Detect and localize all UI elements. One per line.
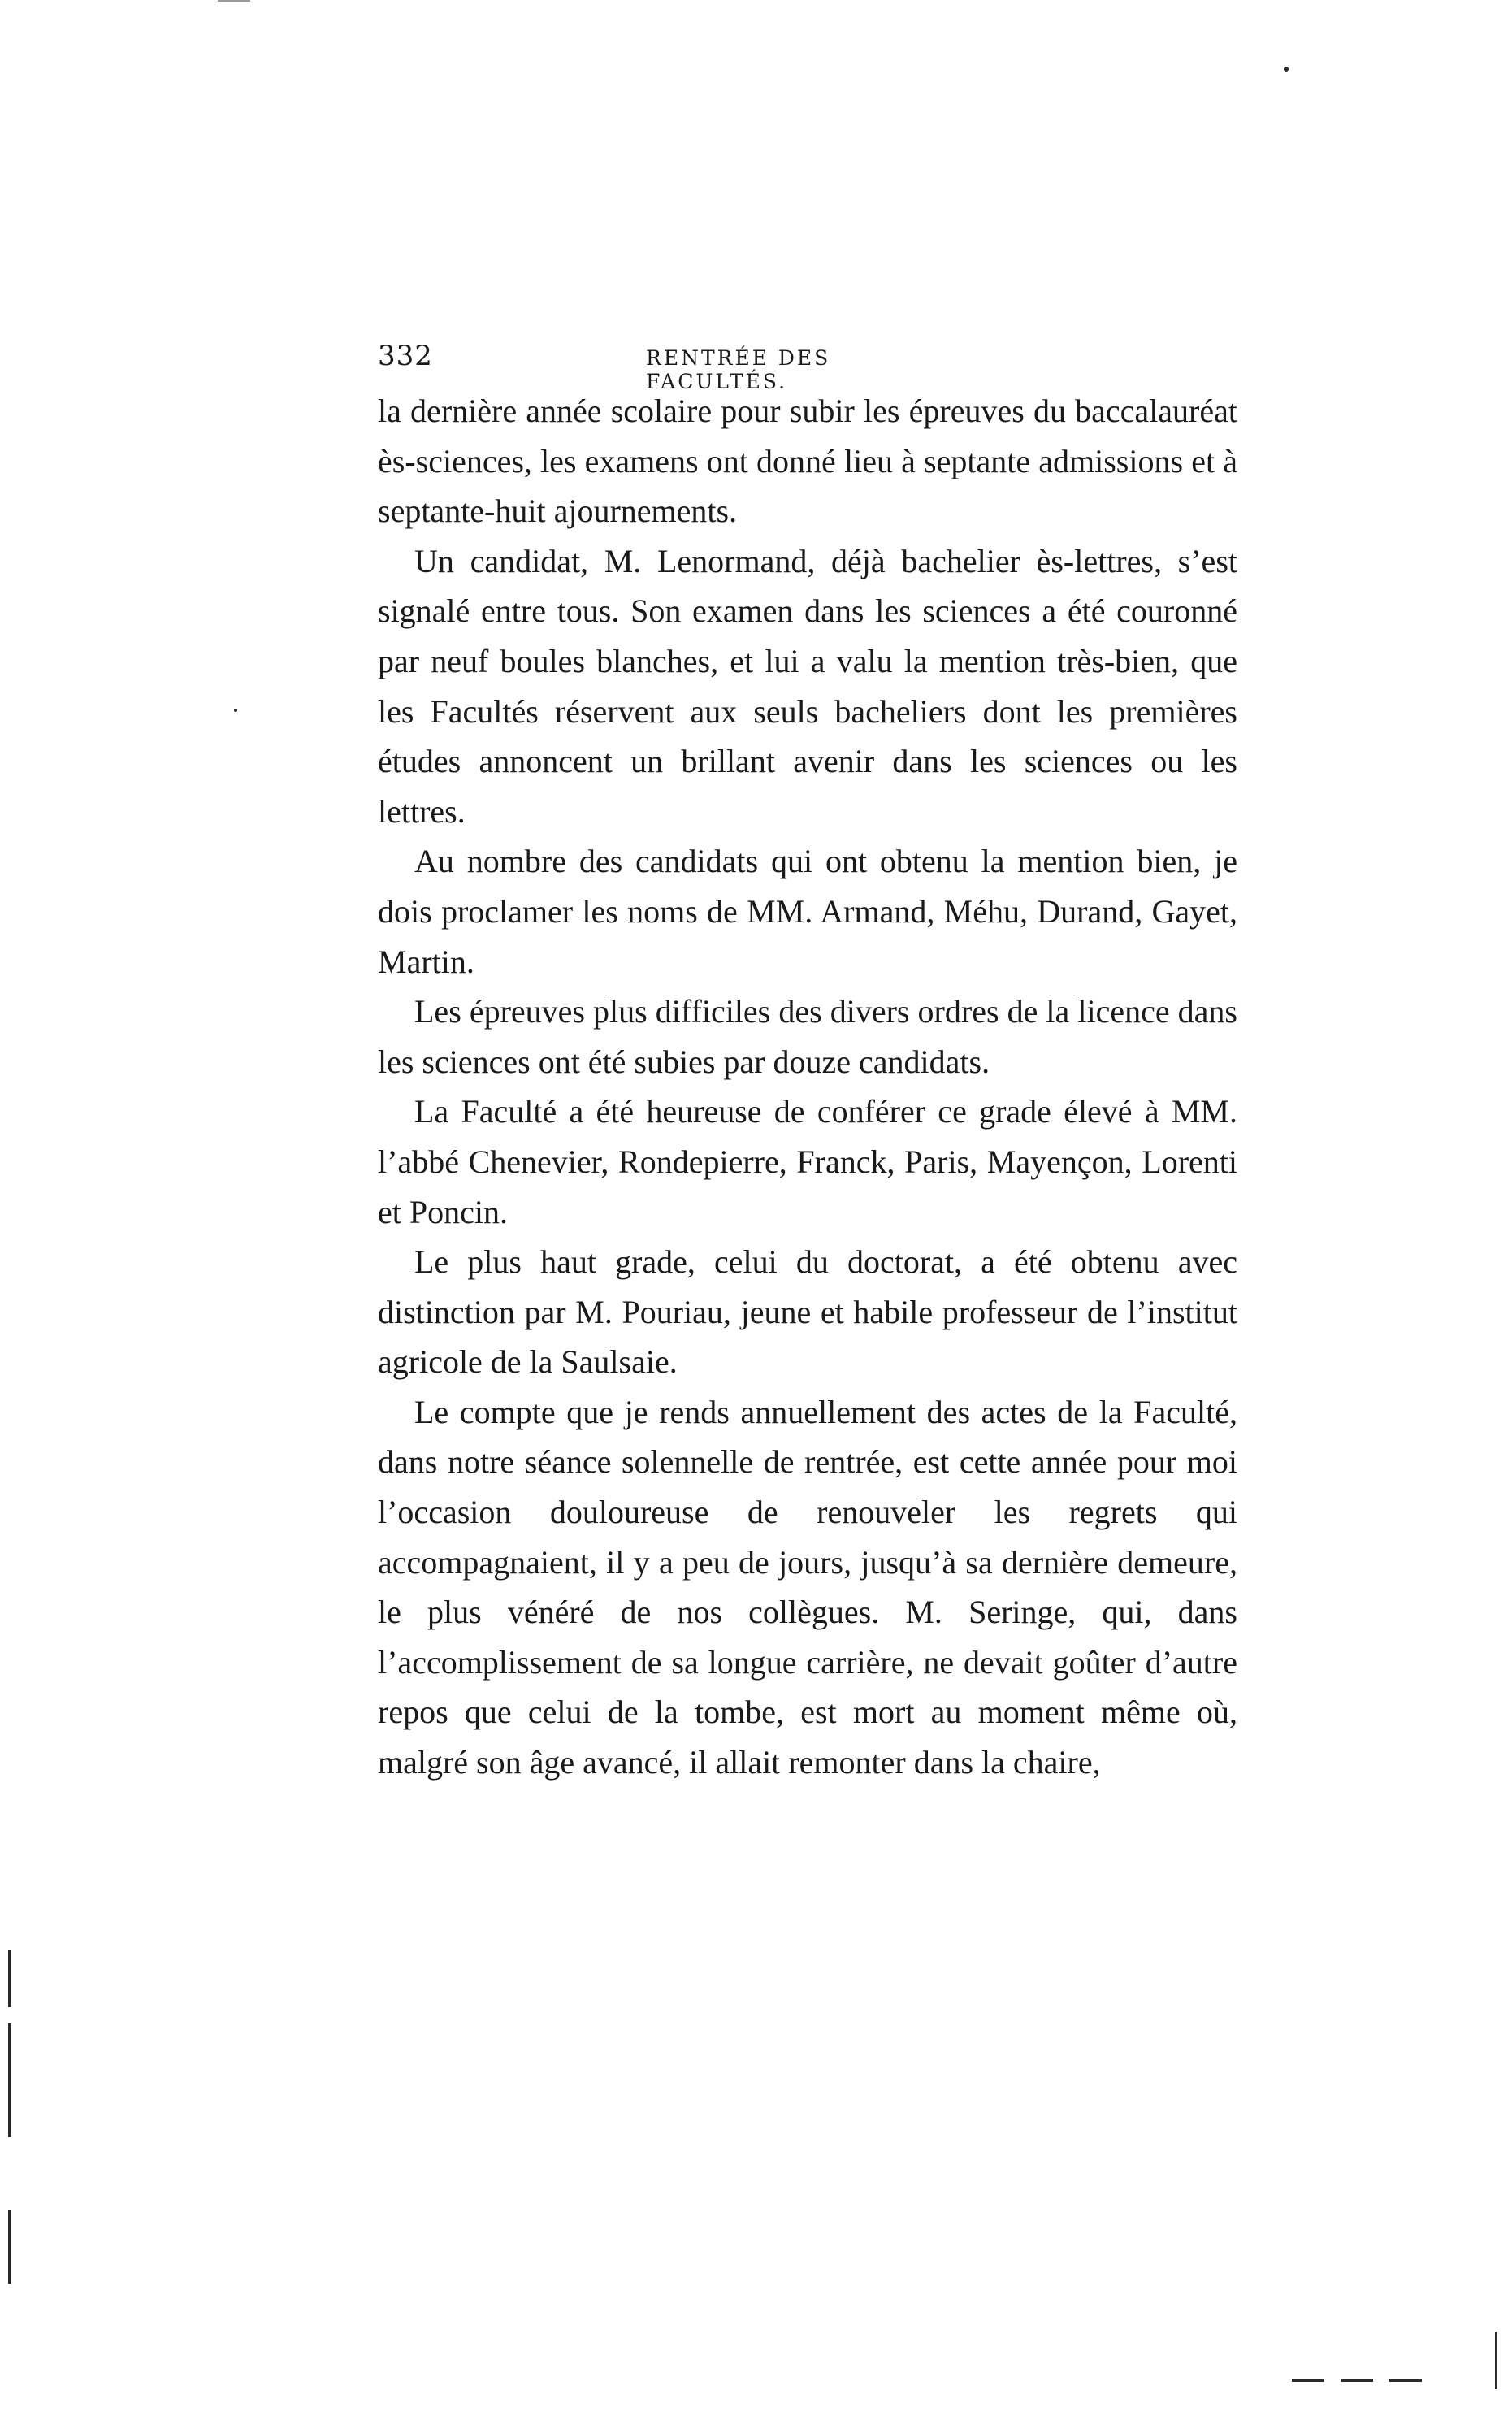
scan-artifact-left-edge bbox=[8, 2210, 11, 2284]
scan-artifact-bottom-dash bbox=[1389, 2379, 1422, 2382]
scan-artifact-right-edge bbox=[1495, 2332, 1497, 2389]
scan-artifact-dot bbox=[234, 709, 237, 712]
scan-artifact-left-edge bbox=[8, 2023, 11, 2137]
page-header bbox=[378, 340, 979, 393]
scan-artifact-bottom-dash bbox=[1292, 2379, 1324, 2382]
paragraph: Au nombre des candidats qui ont obtenu la mention bien, je dois proclamer les noms de MM. Armand, Méhu, Durand, Gayet, Martin. bbox=[378, 843, 1237, 980]
paragraph: Un candidat, M. Lenormand, déjà bachelier ès-lettres, s’est signalé entre tous. Son examen dans les sciences a été couronné par neuf boules blanches, et lui a valu la mention très-bien, que les Facultés réservent aux seuls bacheliers dont les premières études annoncent un brillant avenir dans les sciences ou les lettres. bbox=[378, 542, 1237, 830]
paragraph: La Faculté a été heureuse de conférer ce grade élevé à MM. l’abbé Chenevier, Rondepierre, Franck, Paris, Mayençon, Lorenti et Poncin. bbox=[378, 1093, 1237, 1230]
paragraph: Le plus haut grade, celui du doctorat, a été obtenu avec distinction par M. Pouriau, jeune et habile professeur de l’institut agricole de la Saulsaie. bbox=[378, 1243, 1237, 1381]
scan-artifact-bottom-dash bbox=[1341, 2379, 1373, 2382]
running-title: RENTRÉE DES FACULTÉS. bbox=[646, 346, 831, 393]
body-text bbox=[378, 386, 1237, 1788]
paragraph: Les épreuves plus difficiles des divers ordres de la licence dans les sciences ont été subies par douze candidats. bbox=[378, 993, 1237, 1080]
page-number: 332 bbox=[378, 340, 433, 372]
paragraph: Le compte que je rends annuellement des actes de la Faculté, dans notre séance solennelle de rentrée, est cette année pour moi l’occasion douloureuse de renouveler les regrets qui accompagnaient, il y a peu de jours, jusqu’à sa dernière demeure, le plus vénéré de nos collègues. M. Seringe, qui, dans l’accomplissement de sa longue carrière, ne devait goûter d’autre repos que celui de la tombe, est mort au moment même où, malgré son âge avancé, il allait remonter dans la chaire, bbox=[378, 1393, 1237, 1781]
scan-artifact-left-edge bbox=[8, 1950, 11, 2007]
scan-artifact-top-rule bbox=[218, 0, 250, 2]
scan-artifact-dot bbox=[1284, 67, 1289, 72]
paragraph: la dernière année scolaire pour subir les épreuves du baccalauréat ès-sciences, les examens ont donné lieu à septante admissions et à septante-huit ajournements. bbox=[378, 393, 1237, 530]
